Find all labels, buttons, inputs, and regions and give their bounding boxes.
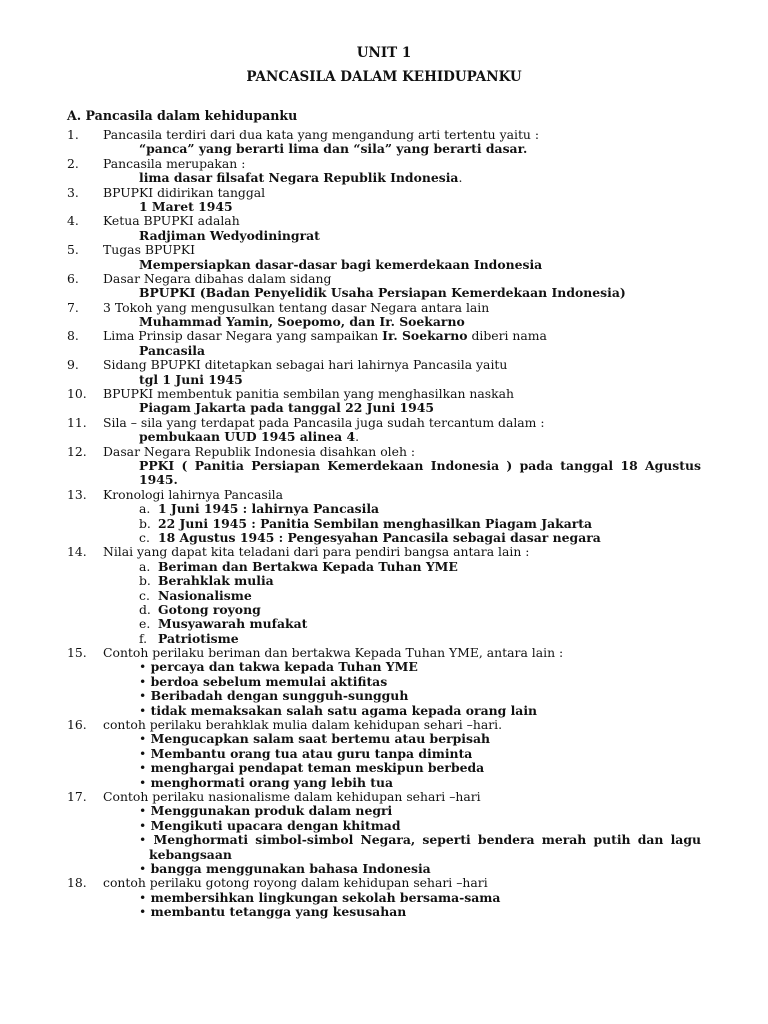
bullet-icon: •: [139, 774, 147, 790]
bullet-icon: •: [139, 803, 147, 819]
item-number: 16.: [67, 717, 87, 733]
item-answer: [67, 142, 701, 156]
answer-text: PPKI ( Panitia Persiapan Kemerdekaan Indonesia ) pada tanggal 18 Agustus 1945.: [139, 457, 701, 488]
item-number: 7.: [67, 299, 79, 315]
item-number: 3.: [67, 184, 79, 200]
answer-text: Radjiman Wedyodiningrat: [139, 227, 320, 243]
answer-text: lima dasar filsafat Negara Republik Indonesia: [139, 170, 459, 186]
sub-item: [67, 632, 701, 646]
bullet-item: [67, 704, 701, 718]
item-answer: [67, 200, 701, 214]
item-number: 10.: [67, 386, 87, 402]
item-question: BPUPKI didirikan tanggal: [103, 184, 266, 200]
sub-marker: b.: [139, 573, 151, 589]
bullet-text: bangga menggunakan bahasa Indonesia: [150, 860, 431, 876]
list-item: [67, 329, 701, 358]
item-answer: [67, 258, 701, 272]
item-question: Dasar Negara dibahas dalam sidang: [103, 270, 332, 286]
answer-tail: .: [458, 170, 463, 186]
bullet-text: menghormati orang yang lebih tua: [150, 774, 394, 790]
item-answer: [67, 315, 701, 329]
bullet-icon: •: [139, 889, 147, 905]
bullet-icon: •: [139, 673, 147, 689]
answer-text: 1 Maret 1945: [139, 198, 233, 214]
list-item: [67, 445, 701, 488]
bullet-icon: •: [139, 860, 147, 876]
answer-text: BPUPKI (Badan Penyelidik Usaha Persiapan Kemerdekaan Indonesia): [139, 285, 626, 301]
item-question: Ketua BPUPKI adalah: [103, 213, 240, 229]
sub-item: [67, 589, 701, 603]
sub-marker: a.: [139, 501, 151, 517]
bullet-item: [67, 804, 701, 818]
bullet-text: Menghormati simbol-simbol Negara, seperti bendera merah putih dan lagu kebangsaan: [149, 832, 701, 862]
question-bold: Ir. Soekarno: [382, 328, 468, 344]
page-title: PANCASILA DALAM KEHIDUPANKU: [246, 69, 522, 85]
sub-marker: c.: [139, 529, 150, 545]
answer-text: Piagam Jakarta pada tanggal 22 Juni 1945: [139, 400, 435, 416]
list-item: [67, 157, 701, 186]
bullet-item: [67, 689, 701, 703]
item-question: contoh perilaku gotong royong dalam kehidupan sehari –hari: [103, 875, 488, 891]
list-item: [67, 387, 701, 416]
item-number: 9.: [67, 357, 79, 373]
item-question: Sila – sila yang terdapat pada Pancasila juga sudah tercantum dalam :: [103, 414, 545, 430]
bullet-text: berdoa sebelum memulai aktifitas: [150, 673, 388, 689]
question-list: [67, 128, 701, 920]
item-number: 15.: [67, 645, 87, 661]
item-number: 11.: [67, 414, 87, 430]
sub-marker: e.: [139, 616, 151, 632]
bullet-item: [67, 747, 701, 761]
bullet-item: [67, 732, 701, 746]
sub-item: [67, 502, 701, 516]
list-item: [67, 214, 701, 243]
list-item: [67, 243, 701, 272]
item-number: 4.: [67, 213, 79, 229]
bullet-text: Menggunakan produk dalam negri: [150, 803, 393, 819]
list-item: [67, 301, 701, 330]
section-heading: A. Pancasila dalam kehidupanku: [67, 108, 298, 123]
answer-text: pembukaan UUD 1945 alinea 4: [139, 429, 356, 445]
bullet-item: [67, 819, 701, 833]
answer-text: Muhammad Yamin, Soepomo, dan Ir. Soekarno: [139, 314, 465, 330]
sub-item: [67, 603, 701, 617]
item-question: Pancasila merupakan :: [103, 155, 246, 171]
sub-marker: c.: [139, 587, 150, 603]
sub-marker: b.: [139, 515, 151, 531]
bullet-text: Mengikuti upacara dengan khitmad: [150, 817, 401, 833]
item-answer: [67, 373, 701, 387]
item-number: 5.: [67, 242, 79, 258]
bullet-text: percaya dan takwa kepada Tuhan YME: [150, 659, 418, 675]
bullet-icon: •: [139, 904, 147, 920]
item-question: contoh perilaku berahklak mulia dalam kehidupan sehari –hari.: [103, 717, 503, 733]
item-number: 1.: [67, 127, 79, 142]
bullet-icon: •: [139, 760, 147, 776]
sub-marker: a.: [139, 558, 151, 574]
list-item: [67, 416, 701, 445]
list-item: [67, 718, 701, 790]
bullet-item: [67, 660, 701, 674]
item-question: BPUPKI membentuk panitia sembilan yang menghasilkan naskah: [103, 386, 515, 402]
item-number: 14.: [67, 544, 87, 560]
item-number: 13.: [67, 486, 87, 502]
item-answer: [67, 344, 701, 358]
sub-text: Musyawarah mufakat: [158, 616, 308, 632]
bullet-text: Mengucapkan salam saat bertemu atau berpisah: [150, 731, 491, 747]
list-item: [67, 876, 701, 919]
answer-text: Mempersiapkan dasar-dasar bagi kemerdekaan Indonesia: [139, 256, 543, 272]
item-number: 17.: [67, 789, 87, 804]
bullet-icon: •: [139, 817, 147, 833]
item-number: 2.: [67, 155, 79, 171]
item-question: Nilai yang dapat kita teladani dari para pendiri bangsa antara lain :: [103, 544, 530, 560]
question-text: Lima Prinsip dasar Negara yang sampaikan: [103, 328, 383, 344]
sub-text: Nasionalisme: [158, 587, 252, 603]
bullet-icon: •: [139, 832, 147, 848]
bullet-text: membersihkan lingkungan sekolah bersama-sama: [150, 889, 501, 905]
bullet-icon: •: [139, 688, 147, 704]
item-question: Dasar Negara Republik Indonesia disahkan oleh :: [103, 443, 416, 459]
sub-item: [67, 531, 701, 545]
item-question: Kronologi lahirnya Pancasila: [103, 486, 284, 502]
bullet-text: membantu tetangga yang kesusahan: [150, 904, 407, 920]
sub-text: Beriman dan Bertakwa Kepada Tuhan YME: [158, 558, 458, 574]
sub-text: 1 Juni 1945 : lahirnya Pancasila: [158, 501, 380, 517]
question-tail: diberi nama: [467, 328, 547, 344]
sub-text: Berahklak mulia: [158, 573, 274, 589]
list-item: [67, 545, 701, 646]
item-number: 6.: [67, 270, 79, 286]
sub-marker: f.: [139, 630, 148, 646]
sub-text: Patriotisme: [158, 630, 239, 646]
bullet-text: Beribadah dengan sungguh-sungguh: [150, 688, 409, 704]
item-answer: [67, 430, 701, 444]
item-answer: [67, 459, 701, 488]
bullet-item: [67, 761, 701, 775]
item-question: Contoh perilaku beriman dan bertakwa Kepada Tuhan YME, antara lain :: [103, 645, 564, 661]
list-item: [67, 488, 701, 546]
bullet-icon: •: [139, 745, 147, 761]
bullet-item: [67, 776, 701, 790]
bullet-text: Membantu orang tua atau guru tanpa diminta: [150, 745, 473, 761]
bullet-item: [67, 675, 701, 689]
answer-text: tgl 1 Juni 1945: [139, 371, 243, 387]
bullet-item: [67, 833, 701, 862]
sub-item: [67, 560, 701, 574]
item-question: Pancasila terdiri dari dua kata yang mengandung arti tertentu yaitu :: [103, 127, 540, 142]
sub-item: [67, 574, 701, 588]
document-header: [0, 42, 768, 88]
item-number: 8.: [67, 328, 79, 344]
sub-marker: d.: [139, 601, 151, 617]
list-item: [67, 186, 701, 215]
list-item: [67, 358, 701, 387]
item-question: [103, 329, 547, 343]
item-answer: [67, 229, 701, 243]
bullet-icon: •: [139, 731, 147, 747]
answer-text: “panca” yang berarti lima dan “sila” yang berarti dasar.: [139, 141, 528, 157]
list-item: [67, 646, 701, 718]
item-question: Sidang BPUPKI ditetapkan sebagai hari lahirnya Pancasila yaitu: [103, 357, 508, 373]
bullet-icon: •: [139, 659, 147, 675]
item-answer: [67, 401, 701, 415]
bullet-item: [67, 905, 701, 919]
item-question: Contoh perilaku nasionalisme dalam kehidupan sehari –hari: [103, 789, 481, 804]
sub-text: 22 Juni 1945 : Panitia Sembilan menghasilkan Piagam Jakarta: [158, 515, 592, 531]
list-item: [67, 790, 701, 876]
item-answer: [67, 286, 701, 300]
unit-title: UNIT 1: [356, 45, 412, 61]
item-question: Tugas BPUPKI: [103, 242, 196, 258]
bullet-text: menghargai pendapat teman meskipun berbeda: [150, 760, 485, 776]
sub-text: 18 Agustus 1945 : Pengesyahan Pancasila sebagai dasar negara: [158, 529, 601, 545]
item-number: 12.: [67, 443, 87, 459]
item-number: 18.: [67, 875, 87, 891]
sub-item: [67, 617, 701, 631]
bullet-text: tidak memaksakan salah satu agama kepada orang lain: [150, 702, 538, 718]
answer-tail: .: [355, 429, 360, 445]
sub-item: [67, 517, 701, 531]
list-item: [67, 128, 701, 157]
list-item: [67, 272, 701, 301]
answer-text: Pancasila: [139, 342, 206, 358]
item-answer: [67, 171, 701, 185]
bullet-item: [67, 862, 701, 876]
sub-text: Gotong royong: [158, 601, 261, 617]
item-question: 3 Tokoh yang mengusulkan tentang dasar Negara antara lain: [103, 299, 490, 315]
bullet-item: [67, 891, 701, 905]
bullet-icon: •: [139, 702, 147, 718]
